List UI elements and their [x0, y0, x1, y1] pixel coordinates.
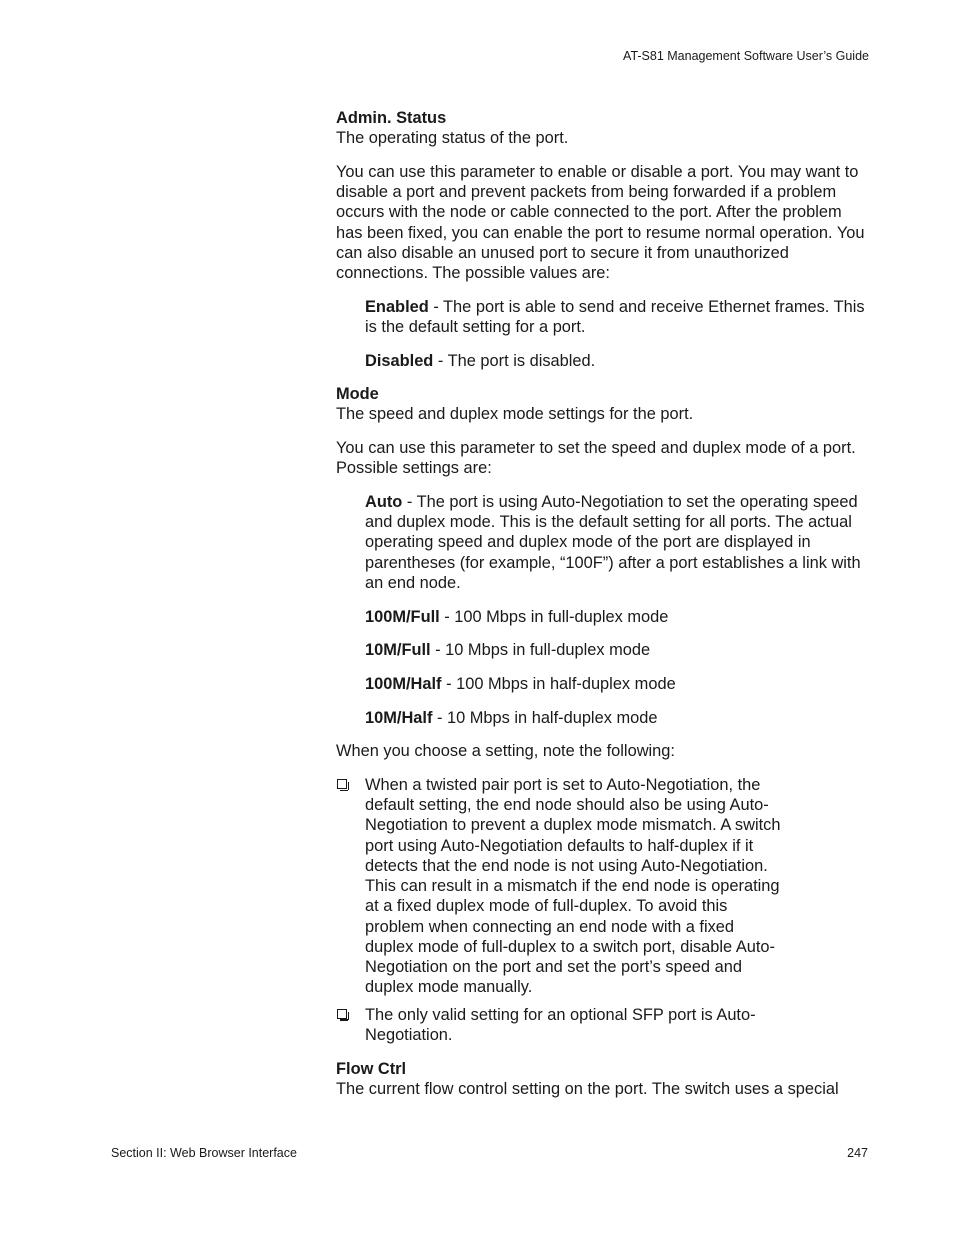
mode-heading: Mode	[336, 385, 379, 404]
option-text: - 100 Mbps in half-duplex mode	[441, 674, 676, 693]
footer-section: Section II: Web Browser Interface	[111, 1146, 297, 1160]
running-header: AT-S81 Management Software User’s Guide	[623, 49, 869, 63]
disabled-term: Disabled	[365, 351, 434, 370]
auto-term: Auto	[365, 493, 403, 512]
auto-option	[365, 492, 871, 593]
mode-para: You can use this parameter to set the speed and duplex mode of a port. Possible settings are:	[336, 439, 856, 478]
option-text: - 100 Mbps in full-duplex mode	[439, 607, 669, 626]
option-10m-half	[365, 708, 871, 728]
checkbox-bullet-icon	[337, 1009, 347, 1019]
disabled-option	[365, 351, 871, 371]
enabled-option	[365, 297, 871, 337]
bullet-text: The only valid setting for an optional SFP port is Auto-Negotiation.	[365, 1005, 756, 1045]
option-100m-full	[365, 607, 871, 627]
option-term: 100M/Half	[365, 674, 442, 693]
main-content	[336, 108, 871, 1099]
option-100m-half	[365, 674, 871, 694]
note-bullet	[336, 775, 785, 997]
admin-status-heading: Admin. Status	[336, 109, 447, 127]
option-term: 100M/Full	[365, 607, 440, 626]
mode-desc: The speed and duplex mode settings for the port.	[336, 405, 694, 424]
flow-ctrl-desc: The current flow control setting on the port. The switch uses a special	[336, 1079, 839, 1098]
bullet-text: When a twisted pair port is set to Auto-Negotiation, the default setting, the end node should also be using Auto-Negotiation to prevent a duplex mode mismatch. A switch port using Auto-Negotiation defaults to half-duplex if it detects that the end node is not using Auto-Negotiation. This can result in a mismatch if the end node is operating at a fixed duplex mode of full-duplex. To avoid this problem when connecting an end node with a fixed duplex mode of full-duplex to a switch port, disable Auto-Negotiation on the port and set the port’s speed and duplex mode manually.	[365, 776, 781, 997]
flow-ctrl-heading: Flow Ctrl	[336, 1059, 407, 1078]
note-intro: When you choose a setting, note the following:	[336, 742, 675, 761]
option-term: 10M/Half	[365, 708, 433, 727]
auto-text: - The port is using Auto-Negotiation to set the operating speed and duplex mode. This is the default setting for all ports. The actual operating speed and duplex mode of the port are displayed in parentheses (for example, “100F”) after a port establishes a link with an end node.	[365, 493, 861, 592]
checkbox-bullet-icon	[337, 779, 347, 789]
page-number: 247	[847, 1146, 868, 1160]
admin-status-desc: The operating status of the port.	[336, 129, 569, 148]
option-10m-full	[365, 640, 871, 660]
option-text: - 10 Mbps in half-duplex mode	[432, 708, 658, 727]
admin-status-para: You can use this parameter to enable or disable a port. You may want to disable a port and prevent packets from being forwarded if a problem occurs with the node or cable connected to the port. After the problem has been fixed, you can enable the port to resume normal operation. You can also disable an unused port to secure it from unauthorized connections. The possible values are:	[336, 162, 865, 282]
option-term: 10M/Full	[365, 641, 431, 660]
enabled-text: - The port is able to send and receive Ethernet frames. This is the default setting for a port.	[365, 297, 865, 336]
disabled-text: - The port is disabled.	[433, 351, 596, 370]
enabled-term: Enabled	[365, 297, 429, 316]
note-bullet	[336, 1005, 785, 1045]
option-text: - 10 Mbps in full-duplex mode	[430, 641, 651, 660]
